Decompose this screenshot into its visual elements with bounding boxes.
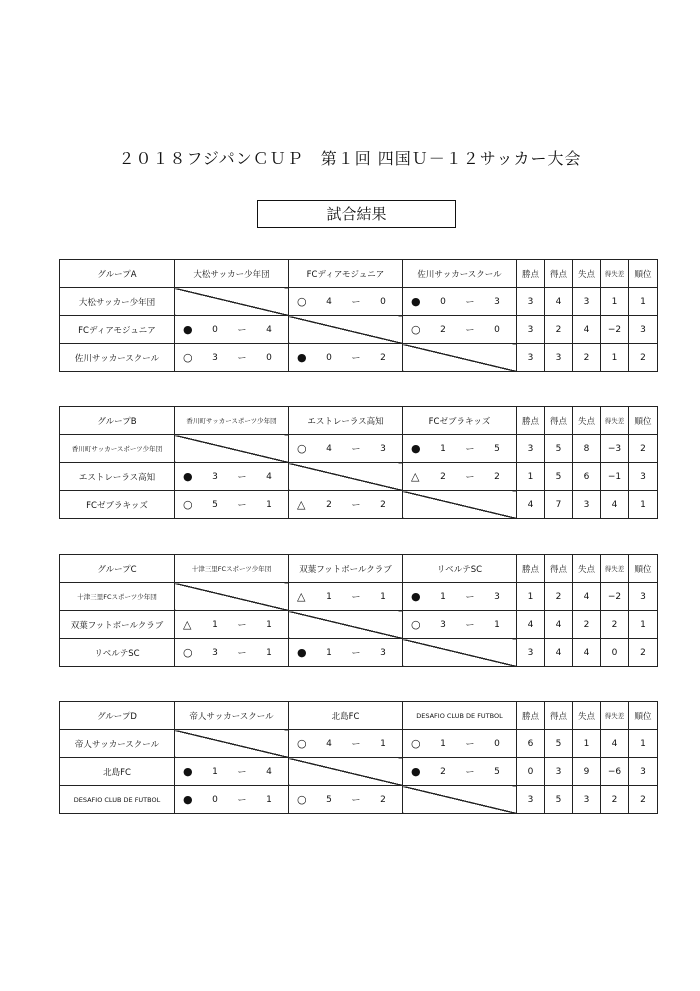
score-for: 2 <box>440 324 446 335</box>
score-dash: ー <box>237 473 247 483</box>
score-for: 1 <box>326 591 332 602</box>
section-title: 試合結果 <box>257 200 456 228</box>
result-symbol: ○ <box>297 793 307 806</box>
score-dash: ー <box>465 326 475 336</box>
match-result <box>175 618 288 631</box>
team-name: 北島FC <box>60 758 175 786</box>
score-dash: ー <box>465 445 475 455</box>
group-header-row <box>60 407 658 435</box>
team-name: DESAFIO CLUB DE FUTBOL <box>60 786 175 814</box>
score-dash: ー <box>351 593 361 603</box>
stat-goals-for: 5 <box>545 435 573 463</box>
match-result-cell <box>403 288 517 316</box>
match-result-cell <box>289 730 403 758</box>
match-result <box>175 498 288 511</box>
match-result <box>289 590 402 603</box>
group-name: グループB <box>60 407 175 435</box>
opponent-header: エストレーラス高知 <box>289 407 403 435</box>
table-row <box>60 611 658 639</box>
stat-points: 3 <box>517 435 545 463</box>
stat-goals-against: 8 <box>573 435 601 463</box>
result-symbol: △ <box>183 618 192 631</box>
team-name: 大松サッカー少年団 <box>60 288 175 316</box>
score-against: 1 <box>266 647 272 658</box>
score-dash: ー <box>351 501 361 511</box>
score-for: 1 <box>326 647 332 658</box>
stat-rank: 1 <box>629 491 658 519</box>
match-result <box>175 351 288 364</box>
stat-header: 勝点 <box>517 260 545 288</box>
score-against: 4 <box>266 766 272 777</box>
stat-goals-for: 3 <box>545 344 573 372</box>
score-for: 2 <box>326 499 332 510</box>
stat-header: 得点 <box>545 702 573 730</box>
stat-rank: 3 <box>629 316 658 344</box>
match-result-cell <box>175 316 289 344</box>
opponent-header: FCディアモジュニア <box>289 260 403 288</box>
match-result-cell <box>175 786 289 814</box>
self-match-cell <box>175 583 289 611</box>
score-for: 1 <box>440 591 446 602</box>
stat-rank: 1 <box>629 730 658 758</box>
team-name: 佐川サッカースクール <box>60 344 175 372</box>
score-for: 3 <box>212 352 218 363</box>
stat-goals-for: 7 <box>545 491 573 519</box>
score-against: 2 <box>380 499 386 510</box>
score-dash: ー <box>351 298 361 308</box>
match-result-cell <box>403 435 517 463</box>
match-result <box>175 646 288 659</box>
match-result <box>289 793 402 806</box>
score-dash: ー <box>237 354 247 364</box>
table-row <box>60 491 658 519</box>
stat-points: 1 <box>517 463 545 491</box>
score-for: 3 <box>212 471 218 482</box>
match-result <box>403 442 516 455</box>
result-symbol: ○ <box>183 498 193 511</box>
stat-points: 6 <box>517 730 545 758</box>
match-result <box>289 498 402 511</box>
score-dash: ー <box>237 501 247 511</box>
score-against: 5 <box>494 766 500 777</box>
score-against: 2 <box>380 352 386 363</box>
self-match-cell <box>175 288 289 316</box>
match-result-cell <box>403 611 517 639</box>
match-result <box>175 793 288 806</box>
match-result-cell <box>403 730 517 758</box>
group-table <box>59 406 658 519</box>
score-for: 4 <box>326 738 332 749</box>
score-for: 0 <box>326 352 332 363</box>
result-symbol: ○ <box>411 323 421 336</box>
self-match-cell <box>175 435 289 463</box>
table-row <box>60 786 658 814</box>
stat-goals-for: 2 <box>545 316 573 344</box>
match-result <box>175 765 288 778</box>
score-dash: ー <box>465 593 475 603</box>
page-title: ２０１８フジパンＣＵＰ 第１回 四国Ｕ－１２サッカー大会 <box>118 149 582 168</box>
result-symbol: ● <box>183 765 193 778</box>
stat-goal-diff: 1 <box>601 288 629 316</box>
stat-goals-against: 1 <box>573 730 601 758</box>
score-against: 3 <box>494 591 500 602</box>
self-match-cell <box>403 786 517 814</box>
stat-goals-against: 2 <box>573 344 601 372</box>
match-result-cell <box>403 463 517 491</box>
score-for: 0 <box>212 794 218 805</box>
match-result-cell <box>289 639 403 667</box>
score-against: 0 <box>494 738 500 749</box>
team-name: 香川町サッカースポーツ少年団 <box>60 435 175 463</box>
score-against: 3 <box>494 296 500 307</box>
stat-rank: 3 <box>629 583 658 611</box>
score-dash: ー <box>465 473 475 483</box>
match-result-cell <box>175 463 289 491</box>
stat-points: 3 <box>517 316 545 344</box>
stat-header: 失点 <box>573 702 601 730</box>
table-row <box>60 758 658 786</box>
self-match-cell <box>289 611 403 639</box>
result-symbol: ● <box>183 793 193 806</box>
stat-header: 得失差 <box>601 260 629 288</box>
stat-goal-diff: 4 <box>601 730 629 758</box>
score-for: 1 <box>212 619 218 630</box>
stat-goals-against: 4 <box>573 583 601 611</box>
table-row <box>60 288 658 316</box>
score-dash: ー <box>351 796 361 806</box>
score-dash: ー <box>237 649 247 659</box>
stat-header: 得失差 <box>601 555 629 583</box>
stat-goal-diff: −3 <box>601 435 629 463</box>
opponent-header: 香川町サッカースポーツ少年団 <box>175 407 289 435</box>
stat-goal-diff: 2 <box>601 786 629 814</box>
result-symbol: △ <box>297 590 306 603</box>
stat-goal-diff: −2 <box>601 583 629 611</box>
stat-goals-against: 3 <box>573 491 601 519</box>
stat-header: 順位 <box>629 555 658 583</box>
table-row <box>60 583 658 611</box>
stat-goals-against: 2 <box>573 611 601 639</box>
score-for: 0 <box>440 296 446 307</box>
stat-goals-against: 9 <box>573 758 601 786</box>
score-against: 2 <box>494 471 500 482</box>
score-against: 1 <box>266 794 272 805</box>
score-for: 2 <box>440 766 446 777</box>
opponent-header: 十津三里FCスポーツ少年団 <box>175 555 289 583</box>
stat-goals-for: 4 <box>545 639 573 667</box>
score-for: 0 <box>212 324 218 335</box>
group-table <box>59 554 658 667</box>
stat-goal-diff: −1 <box>601 463 629 491</box>
match-result <box>403 765 516 778</box>
match-result <box>175 323 288 336</box>
match-result-cell <box>403 316 517 344</box>
score-for: 2 <box>440 471 446 482</box>
score-against: 1 <box>380 738 386 749</box>
match-result <box>403 470 516 483</box>
match-result-cell <box>175 344 289 372</box>
match-result-cell <box>289 583 403 611</box>
match-result <box>403 295 516 308</box>
stat-goals-for: 5 <box>545 730 573 758</box>
table-row <box>60 316 658 344</box>
stat-points: 3 <box>517 786 545 814</box>
team-name: 双葉フットボールクラブ <box>60 611 175 639</box>
match-result <box>403 618 516 631</box>
stat-rank: 2 <box>629 639 658 667</box>
stat-goals-for: 3 <box>545 758 573 786</box>
stat-header: 得失差 <box>601 407 629 435</box>
score-for: 5 <box>212 499 218 510</box>
match-result-cell <box>175 758 289 786</box>
opponent-header: リベルテSC <box>403 555 517 583</box>
stat-goal-diff: 4 <box>601 491 629 519</box>
match-result <box>289 442 402 455</box>
stat-rank: 3 <box>629 758 658 786</box>
result-symbol: ○ <box>297 295 307 308</box>
self-match-cell <box>403 344 517 372</box>
stat-rank: 2 <box>629 786 658 814</box>
match-result-cell <box>403 758 517 786</box>
stat-header: 得失差 <box>601 702 629 730</box>
match-result-cell <box>175 611 289 639</box>
team-name: FCゼブラキッズ <box>60 491 175 519</box>
score-for: 4 <box>326 443 332 454</box>
stat-goal-diff: −2 <box>601 316 629 344</box>
score-against: 2 <box>380 794 386 805</box>
match-result <box>175 470 288 483</box>
match-result-cell <box>289 344 403 372</box>
stat-rank: 3 <box>629 463 658 491</box>
table-row <box>60 463 658 491</box>
stat-points: 4 <box>517 611 545 639</box>
stat-goal-diff: 1 <box>601 344 629 372</box>
score-for: 1 <box>440 443 446 454</box>
table-row <box>60 730 658 758</box>
match-result-cell <box>403 583 517 611</box>
score-dash: ー <box>465 740 475 750</box>
stat-goals-against: 3 <box>573 786 601 814</box>
result-symbol: △ <box>297 498 306 511</box>
stat-rank: 1 <box>629 288 658 316</box>
score-against: 0 <box>266 352 272 363</box>
result-symbol: ● <box>297 646 307 659</box>
match-result-cell <box>289 435 403 463</box>
match-result-cell <box>289 288 403 316</box>
result-symbol: △ <box>411 470 420 483</box>
stat-rank: 1 <box>629 611 658 639</box>
score-against: 4 <box>266 324 272 335</box>
score-dash: ー <box>237 768 247 778</box>
stat-rank: 2 <box>629 435 658 463</box>
match-result-cell <box>175 639 289 667</box>
team-name: 帝人サッカースクール <box>60 730 175 758</box>
score-dash: ー <box>465 768 475 778</box>
result-symbol: ○ <box>183 646 193 659</box>
stat-rank: 2 <box>629 344 658 372</box>
result-symbol: ● <box>183 470 193 483</box>
team-name: リベルテSC <box>60 639 175 667</box>
group-name: グループD <box>60 702 175 730</box>
table-row <box>60 344 658 372</box>
score-against: 5 <box>494 443 500 454</box>
self-match-cell <box>289 758 403 786</box>
match-result <box>403 590 516 603</box>
group-name: グループA <box>60 260 175 288</box>
score-dash: ー <box>351 445 361 455</box>
team-name: FCディアモジュニア <box>60 316 175 344</box>
group-table <box>59 259 658 372</box>
stat-header: 得点 <box>545 555 573 583</box>
match-result <box>289 351 402 364</box>
score-for: 1 <box>440 738 446 749</box>
stat-points: 4 <box>517 491 545 519</box>
stat-header: 勝点 <box>517 555 545 583</box>
stat-header: 勝点 <box>517 702 545 730</box>
score-for: 3 <box>212 647 218 658</box>
score-dash: ー <box>237 621 247 631</box>
group-header-row <box>60 555 658 583</box>
stat-goal-diff: 2 <box>601 611 629 639</box>
stat-header: 失点 <box>573 260 601 288</box>
self-match-cell <box>289 316 403 344</box>
stat-header: 順位 <box>629 260 658 288</box>
score-dash: ー <box>351 649 361 659</box>
match-result-cell <box>289 491 403 519</box>
stat-goals-for: 4 <box>545 288 573 316</box>
group-header-row <box>60 702 658 730</box>
stat-header: 得点 <box>545 407 573 435</box>
score-dash: ー <box>237 326 247 336</box>
score-against: 3 <box>380 647 386 658</box>
stat-goal-diff: 0 <box>601 639 629 667</box>
score-against: 4 <box>266 471 272 482</box>
stat-goals-for: 4 <box>545 611 573 639</box>
stat-goal-diff: −6 <box>601 758 629 786</box>
result-symbol: ● <box>411 295 421 308</box>
score-against: 0 <box>380 296 386 307</box>
stat-points: 1 <box>517 583 545 611</box>
stat-points: 3 <box>517 344 545 372</box>
result-symbol: ● <box>411 442 421 455</box>
self-match-cell <box>289 463 403 491</box>
result-symbol: ○ <box>411 737 421 750</box>
match-result <box>403 323 516 336</box>
stat-points: 3 <box>517 639 545 667</box>
score-against: 1 <box>266 499 272 510</box>
result-symbol: ○ <box>183 351 193 364</box>
stat-points: 3 <box>517 288 545 316</box>
score-against: 1 <box>380 591 386 602</box>
stat-goals-for: 5 <box>545 463 573 491</box>
opponent-header: DESAFIO CLUB DE FUTBOL <box>403 702 517 730</box>
stat-goals-for: 2 <box>545 583 573 611</box>
score-for: 1 <box>212 766 218 777</box>
opponent-header: 帝人サッカースクール <box>175 702 289 730</box>
score-for: 5 <box>326 794 332 805</box>
group-header-row <box>60 260 658 288</box>
match-result-cell <box>175 491 289 519</box>
group-name: グループC <box>60 555 175 583</box>
stat-header: 失点 <box>573 555 601 583</box>
score-against: 3 <box>380 443 386 454</box>
opponent-header: 北島FC <box>289 702 403 730</box>
opponent-header: 双葉フットボールクラブ <box>289 555 403 583</box>
score-for: 4 <box>326 296 332 307</box>
match-result <box>289 737 402 750</box>
stat-goals-against: 4 <box>573 639 601 667</box>
result-symbol: ● <box>411 590 421 603</box>
score-against: 1 <box>266 619 272 630</box>
team-name: エストレーラス高知 <box>60 463 175 491</box>
group-table <box>59 701 658 814</box>
stat-goals-for: 5 <box>545 786 573 814</box>
match-result <box>289 646 402 659</box>
stat-header: 順位 <box>629 407 658 435</box>
self-match-cell <box>403 491 517 519</box>
score-against: 1 <box>494 619 500 630</box>
score-dash: ー <box>351 354 361 364</box>
stat-points: 0 <box>517 758 545 786</box>
stat-header: 得点 <box>545 260 573 288</box>
score-against: 0 <box>494 324 500 335</box>
stat-header: 失点 <box>573 407 601 435</box>
match-result-cell <box>289 786 403 814</box>
table-row <box>60 435 658 463</box>
result-symbol: ● <box>297 351 307 364</box>
self-match-cell <box>403 639 517 667</box>
stat-goals-against: 4 <box>573 316 601 344</box>
opponent-header: 佐川サッカースクール <box>403 260 517 288</box>
stat-goals-against: 6 <box>573 463 601 491</box>
score-dash: ー <box>351 740 361 750</box>
match-result <box>403 737 516 750</box>
score-dash: ー <box>465 621 475 631</box>
match-result <box>289 295 402 308</box>
result-symbol: ● <box>183 323 193 336</box>
result-symbol: ○ <box>411 618 421 631</box>
result-symbol: ○ <box>297 737 307 750</box>
self-match-cell <box>175 730 289 758</box>
opponent-header: 大松サッカー少年団 <box>175 260 289 288</box>
team-name: 十津三里FCスポーツ少年団 <box>60 583 175 611</box>
stat-goals-against: 3 <box>573 288 601 316</box>
score-for: 3 <box>440 619 446 630</box>
opponent-header: FCゼブラキッズ <box>403 407 517 435</box>
stat-header: 順位 <box>629 702 658 730</box>
table-row <box>60 639 658 667</box>
result-symbol: ○ <box>297 442 307 455</box>
stat-header: 勝点 <box>517 407 545 435</box>
score-dash: ー <box>465 298 475 308</box>
result-symbol: ● <box>411 765 421 778</box>
score-dash: ー <box>237 796 247 806</box>
